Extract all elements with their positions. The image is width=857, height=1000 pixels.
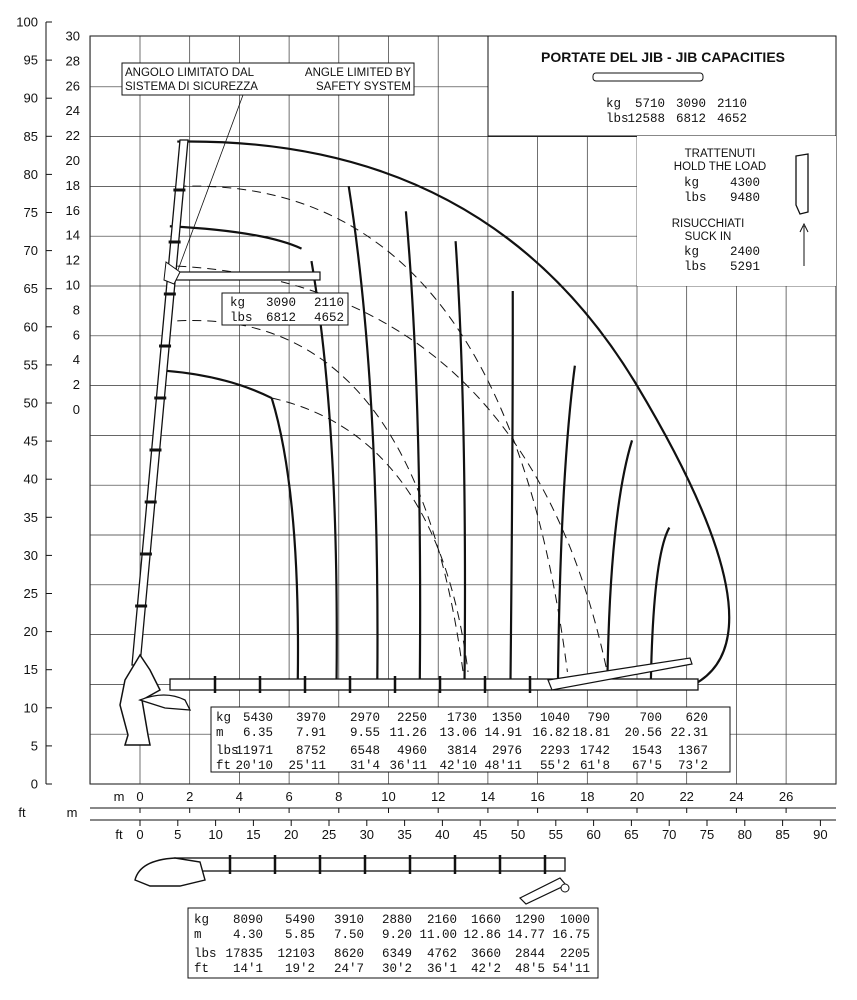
ft-axis-tick-label: 20: [23, 624, 38, 640]
suck-title-en: SUCK IN: [684, 231, 732, 243]
m-bottom-axis-tick-label: 22: [679, 789, 694, 804]
ft-bottom-axis-tick-label: 35: [397, 827, 412, 842]
bottom-table-lbs: 6349: [381, 947, 412, 961]
jib-capacity-lbs: 12588: [627, 112, 665, 126]
bottom-m-label: m: [194, 928, 202, 942]
main-lbs-label: lbs: [216, 744, 239, 758]
main-table-lbs: 4960: [396, 744, 427, 758]
m-bottom-axis-tick-label: 16: [530, 789, 545, 804]
m-bottom-axis-tick-label: 8: [335, 789, 343, 804]
reach-curve: [272, 398, 298, 679]
main-table-m: 13.06: [439, 726, 477, 740]
jib-capacity-kg: 2110: [716, 97, 747, 111]
folded-boom: [175, 858, 565, 871]
ft-axis-tick-label: 55: [23, 357, 38, 373]
ft-bottom-axis-tick-label: 25: [321, 827, 337, 842]
m-bottom-axis-tick-label: 10: [381, 789, 396, 804]
mid-table-kg: 2110: [313, 296, 344, 310]
bottom-table-kg: 1290: [514, 913, 545, 927]
m-axis-tick-label: 12: [65, 252, 80, 268]
m-bottom-axis-tick-label: 6: [285, 789, 293, 804]
ft-axis-tick-label: 75: [23, 205, 38, 220]
main-table-m: 11.26: [389, 726, 427, 740]
m-bottom-axis-tick-label: 0: [136, 789, 144, 804]
suck-kg-value: 2400: [729, 245, 760, 259]
ft-axis-tick-label: 50: [23, 395, 38, 411]
m-axis-label: m: [66, 805, 78, 820]
ft-bottom-axis-tick-label: 90: [813, 827, 828, 842]
main-table-lbs: 3814: [446, 744, 477, 758]
jib-capacity-title: PORTATE DEL JIB - JIB CAPACITIES: [541, 49, 785, 65]
bottom-table-lbs: 2844: [514, 947, 545, 961]
bottom-kg-label: kg: [194, 913, 210, 927]
jib-table-lbs-label: lbs: [606, 112, 629, 126]
safety-note-it-2: SISTEMA DI SICUREZZA: [125, 81, 258, 93]
m-bottom-axis-tick-label: 12: [430, 789, 446, 804]
ft-bottom-axis-tick-label: 80: [737, 827, 753, 842]
m-axis-tick-label: 18: [65, 177, 80, 193]
main-table-ft: 61'8: [579, 759, 610, 773]
bottom-table-m: 16.75: [552, 928, 590, 942]
dashed-guide-arc: [177, 266, 607, 672]
ft-bottom-axis-tick-label: 65: [624, 827, 639, 842]
main-table-ft: 73'2: [677, 759, 708, 773]
bottom-table-lbs: 12103: [277, 947, 315, 961]
ft-bottom-axis-tick-label: 5: [174, 827, 182, 842]
ft-axis-tick-label: 85: [23, 128, 38, 144]
ft-axis-tick-label: 80: [23, 166, 38, 182]
m-bottom-axis-tick-label: 18: [580, 789, 595, 804]
main-table-ft: 25'11: [288, 759, 326, 773]
ft-bottom-axis-tick-label: 10: [208, 827, 223, 842]
main-table-ft: 36'11: [389, 759, 427, 773]
crane-knuckle: [140, 695, 190, 710]
main-ft-label: ft: [216, 759, 232, 773]
main-table-lbs: 1367: [677, 744, 708, 758]
m-axis-tick-label: 6: [72, 327, 80, 343]
m-axis-tick-label: 14: [65, 227, 80, 243]
ft-axis-tick-label: 25: [23, 586, 38, 601]
ft-bottom-axis-tick-label: 70: [661, 827, 677, 842]
reach-curve: [558, 366, 575, 680]
jib-hold-icon: [796, 154, 808, 214]
main-table-ft: 55'2: [539, 759, 570, 773]
m-axis-tick-label: 10: [65, 277, 80, 293]
bottom-table-ft: 14'1: [232, 962, 263, 976]
jib-capacity-kg: 5710: [634, 97, 665, 111]
bottom-table-ft: 42'2: [470, 962, 501, 976]
main-table-m: 6.35: [242, 726, 273, 740]
ft-axis-tick-label: 0: [30, 776, 38, 792]
ft-bottom-axis-tick-label: 40: [435, 827, 450, 842]
main-table-kg: 700: [639, 711, 662, 725]
bottom-table-lbs: 3660: [470, 947, 501, 961]
ft-bottom-axis-tick-label: 15: [246, 827, 261, 842]
bottom-table-lbs: 8620: [333, 947, 364, 961]
main-table-kg: 3970: [295, 711, 326, 725]
safety-note-en-2: SAFETY SYSTEM: [315, 81, 411, 93]
ft-bottom-axis-label: ft: [115, 827, 123, 842]
m-bottom-axis-label: m: [113, 789, 125, 804]
main-table-kg: 790: [587, 711, 610, 725]
suck-title-it: RISUCCHIATI: [671, 218, 745, 230]
ft-axis-tick-label: 10: [23, 700, 38, 716]
main-table-lbs: 1543: [631, 744, 662, 758]
reach-curve: [349, 186, 378, 679]
horizontal-boom: [170, 679, 698, 690]
bottom-table-kg: 2880: [381, 913, 412, 927]
bottom-table-lbs: 2205: [559, 947, 590, 961]
hold-kg-value: 4300: [729, 176, 760, 190]
safety-note-leader: [178, 95, 243, 270]
bottom-table-ft: 30'2: [381, 962, 412, 976]
ft-axis-tick-label: 45: [23, 433, 38, 449]
bottom-table-kg: 1660: [470, 913, 501, 927]
ft-bottom-axis-tick-label: 45: [472, 827, 488, 842]
main-table-m: 22.31: [670, 726, 708, 740]
main-table-lbs: 8752: [295, 744, 326, 758]
main-table-lbs: 6548: [349, 744, 380, 758]
ft-axis-tick-label: 65: [23, 281, 38, 297]
main-table-kg: 1040: [539, 711, 570, 725]
mid-kg-label: kg: [230, 296, 246, 310]
main-table-lbs: 11971: [235, 744, 273, 758]
m-axis-tick-label: 24: [65, 103, 80, 119]
main-table-lbs: 2293: [539, 744, 570, 758]
hold-title-en: HOLD THE LOAD: [673, 161, 767, 173]
m-bottom-axis-tick-label: 24: [729, 789, 744, 804]
bottom-table-ft: 48'5: [514, 962, 545, 976]
bottom-table-m: 7.50: [333, 928, 364, 942]
main-table-ft: 20'10: [235, 759, 273, 773]
reach-curve: [406, 211, 420, 679]
folded-jib: [520, 878, 566, 904]
main-table-kg: 620: [685, 711, 708, 725]
bottom-table-lbs: 4762: [426, 947, 457, 961]
ft-bottom-axis-tick-label: 30: [359, 827, 375, 842]
ft-axis-tick-label: 30: [23, 547, 38, 563]
ft-bottom-axis-tick-label: 20: [283, 827, 299, 842]
jib-icon: [593, 73, 703, 81]
mid-table-lbs: 6812: [265, 311, 296, 325]
hold-lbs-value: 9480: [729, 191, 760, 205]
hold-kg-label: kg: [684, 176, 700, 190]
ft-axis-tick-label: 90: [23, 90, 38, 106]
jib-capacity-lbs: 4652: [716, 112, 747, 126]
m-axis-tick-label: 20: [65, 153, 80, 168]
main-table-lbs: 1742: [579, 744, 610, 758]
m-bottom-axis-tick-label: 20: [629, 789, 645, 804]
suck-lbs-value: 5291: [729, 260, 760, 274]
suck-lbs-label: lbs: [684, 260, 707, 274]
safety-note-en-1: ANGLE LIMITED BY: [304, 67, 411, 79]
bottom-table-m: 5.85: [284, 928, 315, 942]
bottom-table-ft: 19'2: [284, 962, 315, 976]
m-bottom-axis-tick-label: 2: [186, 789, 194, 804]
m-axis-tick-label: 30: [65, 28, 80, 44]
m-bottom-axis-tick-label: 26: [778, 789, 794, 804]
bottom-table-ft: 54'11: [552, 962, 590, 976]
m-axis-tick-label: 4: [72, 352, 80, 368]
reach-curve: [651, 528, 669, 680]
main-table-m: 20.56: [624, 726, 662, 740]
ft-bottom-axis-tick-label: 85: [775, 827, 790, 842]
main-table-ft: 31'4: [349, 759, 380, 773]
safety-note-it-1: ANGOLO LIMITATO DAL: [125, 67, 255, 79]
main-m-label: m: [216, 726, 224, 740]
ft-axis-tick-label: 100: [16, 14, 38, 30]
m-axis-tick-label: 16: [65, 202, 80, 218]
bottom-table-m: 4.30: [232, 928, 263, 942]
main-table-m: 16.82: [532, 726, 570, 740]
ft-axis-tick-label: 40: [23, 471, 38, 487]
suck-kg-label: kg: [684, 245, 700, 259]
main-table-kg: 5430: [242, 711, 273, 725]
ft-axis-tick-label: 70: [23, 243, 38, 259]
main-table-ft: 48'11: [484, 759, 522, 773]
m-axis-tick-label: 0: [72, 402, 80, 417]
jib-table-kg-label: kg: [606, 97, 622, 111]
jib-capacity-kg: 3090: [675, 97, 706, 111]
bottom-table-m: 9.20: [381, 928, 412, 942]
hold-lbs-label: lbs: [684, 191, 707, 205]
bottom-table-m: 14.77: [507, 928, 545, 942]
mid-lbs-label: lbs: [230, 311, 253, 325]
folded-crane-base: [135, 858, 205, 886]
reach-curve: [607, 440, 632, 679]
bottom-table-lbs: 17835: [225, 947, 263, 961]
m-axis-tick-label: 26: [65, 78, 80, 94]
ft-bottom-axis-tick-label: 55: [548, 827, 564, 842]
ft-bottom-axis-tick-label: 60: [586, 827, 601, 842]
bottom-table-kg: 5490: [284, 913, 315, 927]
ft-bottom-axis-tick-label: 0: [136, 827, 144, 842]
m-axis-tick-label: 2: [72, 377, 80, 393]
bottom-table-kg: 3910: [333, 913, 364, 927]
m-axis-tick-label: 22: [65, 128, 80, 144]
main-table-m: 18.81: [572, 726, 610, 740]
m-axis-tick-label: 8: [72, 302, 80, 318]
main-table-ft: 67'5: [631, 759, 662, 773]
ft-axis-label: ft: [18, 805, 26, 820]
mid-table-kg: 3090: [265, 296, 296, 310]
hold-title-it: TRATTENUTI: [684, 148, 756, 160]
bottom-lbs-label: lbs: [194, 947, 217, 961]
bottom-table-kg: 2160: [426, 913, 457, 927]
jib-arm: [172, 272, 320, 280]
ft-axis-tick-label: 95: [23, 52, 38, 68]
main-table-kg: 1350: [491, 711, 522, 725]
bottom-table-m: 12.86: [463, 928, 501, 942]
bottom-table-kg: 8090: [232, 913, 263, 927]
mid-table-lbs: 4652: [313, 311, 344, 325]
main-table-ft: 42'10: [439, 759, 477, 773]
reach-curve: [456, 241, 465, 679]
ft-axis-tick-label: 60: [23, 319, 38, 335]
main-table-lbs: 2976: [491, 744, 522, 758]
vertical-boom: [132, 140, 188, 665]
bottom-table-kg: 1000: [559, 913, 590, 927]
ft-axis-tick-label: 35: [23, 509, 38, 525]
m-bottom-axis-tick-label: 14: [480, 789, 496, 804]
main-kg-label: kg: [216, 711, 232, 725]
main-table-kg: 2250: [396, 711, 427, 725]
bottom-table-m: 11.00: [419, 928, 457, 942]
main-table-m: 9.55: [349, 726, 380, 740]
main-table-m: 7.91: [295, 726, 326, 740]
main-table-m: 14.91: [484, 726, 522, 740]
ft-bottom-axis-tick-label: 50: [510, 827, 526, 842]
ft-bottom-axis-tick-label: 75: [699, 827, 715, 842]
bottom-table-ft: 36'1: [426, 962, 457, 976]
m-axis-tick-label: 28: [65, 53, 80, 69]
main-table-kg: 1730: [446, 711, 477, 725]
jib-capacity-lbs: 6812: [675, 112, 706, 126]
ft-axis-tick-label: 15: [23, 662, 38, 678]
bottom-ft-label: ft: [194, 962, 210, 976]
ft-axis-tick-label: 5: [30, 738, 38, 754]
hook-pulley: [561, 884, 569, 892]
lower-inner-arc: [165, 371, 272, 398]
bottom-table-ft: 24'7: [333, 962, 364, 976]
m-bottom-axis-tick-label: 4: [235, 789, 244, 804]
main-table-kg: 2970: [349, 711, 380, 725]
